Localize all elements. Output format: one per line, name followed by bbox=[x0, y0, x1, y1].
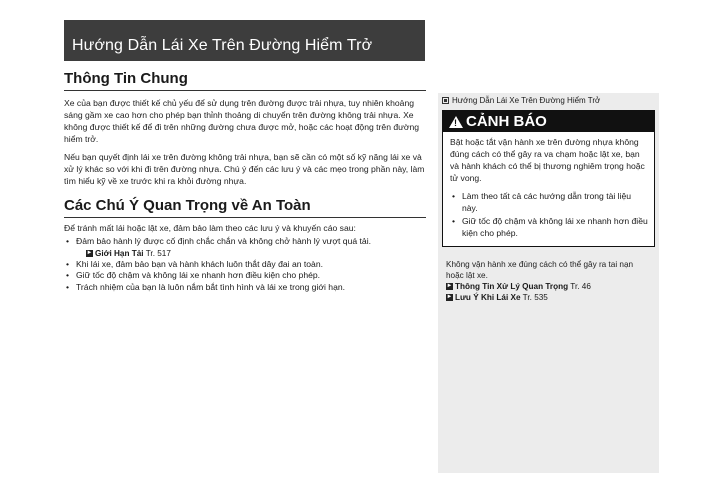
general-paragraph-1: Xe của bạn được thiết kế chủ yếu để sử dụng trên đường được trải nhựa, tuy nhiên khoảng sáng gầm xe cao hơn cho phép bạn thỉnh thoảng di chuyển trên đường không trải nhựa. Xe không được thiết kế để đi trên những đường chưa được mở, hoặc các hoạt động trên đường hiểm trở. bbox=[64, 98, 420, 144]
safety-heading: Các Chú Ý Quan Trọng về An Toàn bbox=[64, 197, 426, 218]
list-item: • Khi lái xe, đảm bảo bạn và hành khách luôn thắt dây đai an toàn. bbox=[76, 259, 426, 271]
sidebar-header bbox=[438, 93, 659, 108]
driving-notes-ref[interactable] bbox=[446, 292, 651, 303]
handling-info-ref[interactable] bbox=[446, 281, 651, 292]
warning-text: Bật hoặc tắt vận hành xe trên đường nhựa không đúng cách có thể gây ra va chạm hoặc lật xe, bạn và hành khách có thể bị thương nghiêm trọng hoặc tử vong. bbox=[450, 137, 645, 183]
list-item bbox=[76, 236, 426, 259]
ref-page: Tr. 517 bbox=[145, 248, 171, 258]
warning-title: CẢNH BÁO bbox=[466, 113, 547, 130]
list-item: • Giữ tốc độ chậm và không lái xe nhanh hơn điều kiện cho phép. bbox=[462, 215, 648, 239]
section-marker-icon bbox=[442, 97, 449, 104]
safety-intro: Để tránh mất lái hoặc lật xe, đảm bảo làm theo các lưu ý và khuyến cáo sau: bbox=[64, 223, 356, 233]
ref-arrow-icon: ► bbox=[86, 249, 93, 256]
general-heading: Thông Tin Chung bbox=[64, 70, 426, 91]
ref-page: Tr. 535 bbox=[522, 293, 548, 302]
sidebar-note bbox=[438, 247, 659, 303]
sidebar-note-text: Không vận hành xe đúng cách có thể gây ra tai nạn hoặc lật xe. bbox=[446, 260, 634, 280]
sidebar-panel bbox=[438, 93, 659, 473]
general-section bbox=[64, 70, 426, 187]
ref-label: Thông Tin Xử Lý Quan Trọng bbox=[455, 282, 569, 291]
sidebar-header-text: Hướng Dẫn Lái Xe Trên Đường Hiểm Trở bbox=[452, 96, 601, 105]
page-title-bar bbox=[64, 20, 425, 61]
ref-page: Tr. 46 bbox=[570, 282, 591, 291]
safety-list bbox=[64, 236, 426, 293]
safety-section bbox=[64, 197, 426, 293]
warning-triangle-icon bbox=[449, 116, 463, 128]
general-paragraph-2: Nếu bạn quyết định lái xe trên đường không trải nhựa, bạn sẽ cần có một số kỹ năng lái xe và xử lý khác so với khi đi trên đường nhựa. Chú ý đến các lưu ý và các mẹo trong phần này, làm tìm hiểu kỹ về xe trước khi ra khỏi đường nhựa. bbox=[64, 152, 425, 186]
ref-arrow-icon: ► bbox=[446, 283, 453, 290]
ref-label: Lưu Ý Khi Lái Xe bbox=[455, 293, 521, 302]
warning-list bbox=[450, 190, 648, 239]
ref-label: Giới Hạn Tải bbox=[95, 248, 144, 258]
load-limit-ref[interactable] bbox=[86, 248, 426, 259]
list-item: • Làm theo tất cả các hướng dẫn trong tài liệu này. bbox=[462, 190, 648, 214]
ref-arrow-icon: ► bbox=[446, 294, 453, 301]
warning-title-bar bbox=[443, 111, 654, 132]
page-title: Hướng Dẫn Lái Xe Trên Đường Hiểm Trở bbox=[72, 36, 373, 54]
list-item: • Trách nhiệm của bạn là luôn nắm bắt tình hình và lái xe trong giới hạn. bbox=[76, 282, 426, 294]
warning-body bbox=[443, 132, 654, 246]
main-content bbox=[64, 70, 426, 293]
list-item: • Giữ tốc độ chậm và không lái xe nhanh hơn điều kiện cho phép. bbox=[76, 270, 426, 282]
warning-box bbox=[442, 110, 655, 247]
safety-item-1: Đảm bảo hành lý được cố định chắc chắn và không chở hành lý vượt quá tải. bbox=[76, 236, 371, 246]
